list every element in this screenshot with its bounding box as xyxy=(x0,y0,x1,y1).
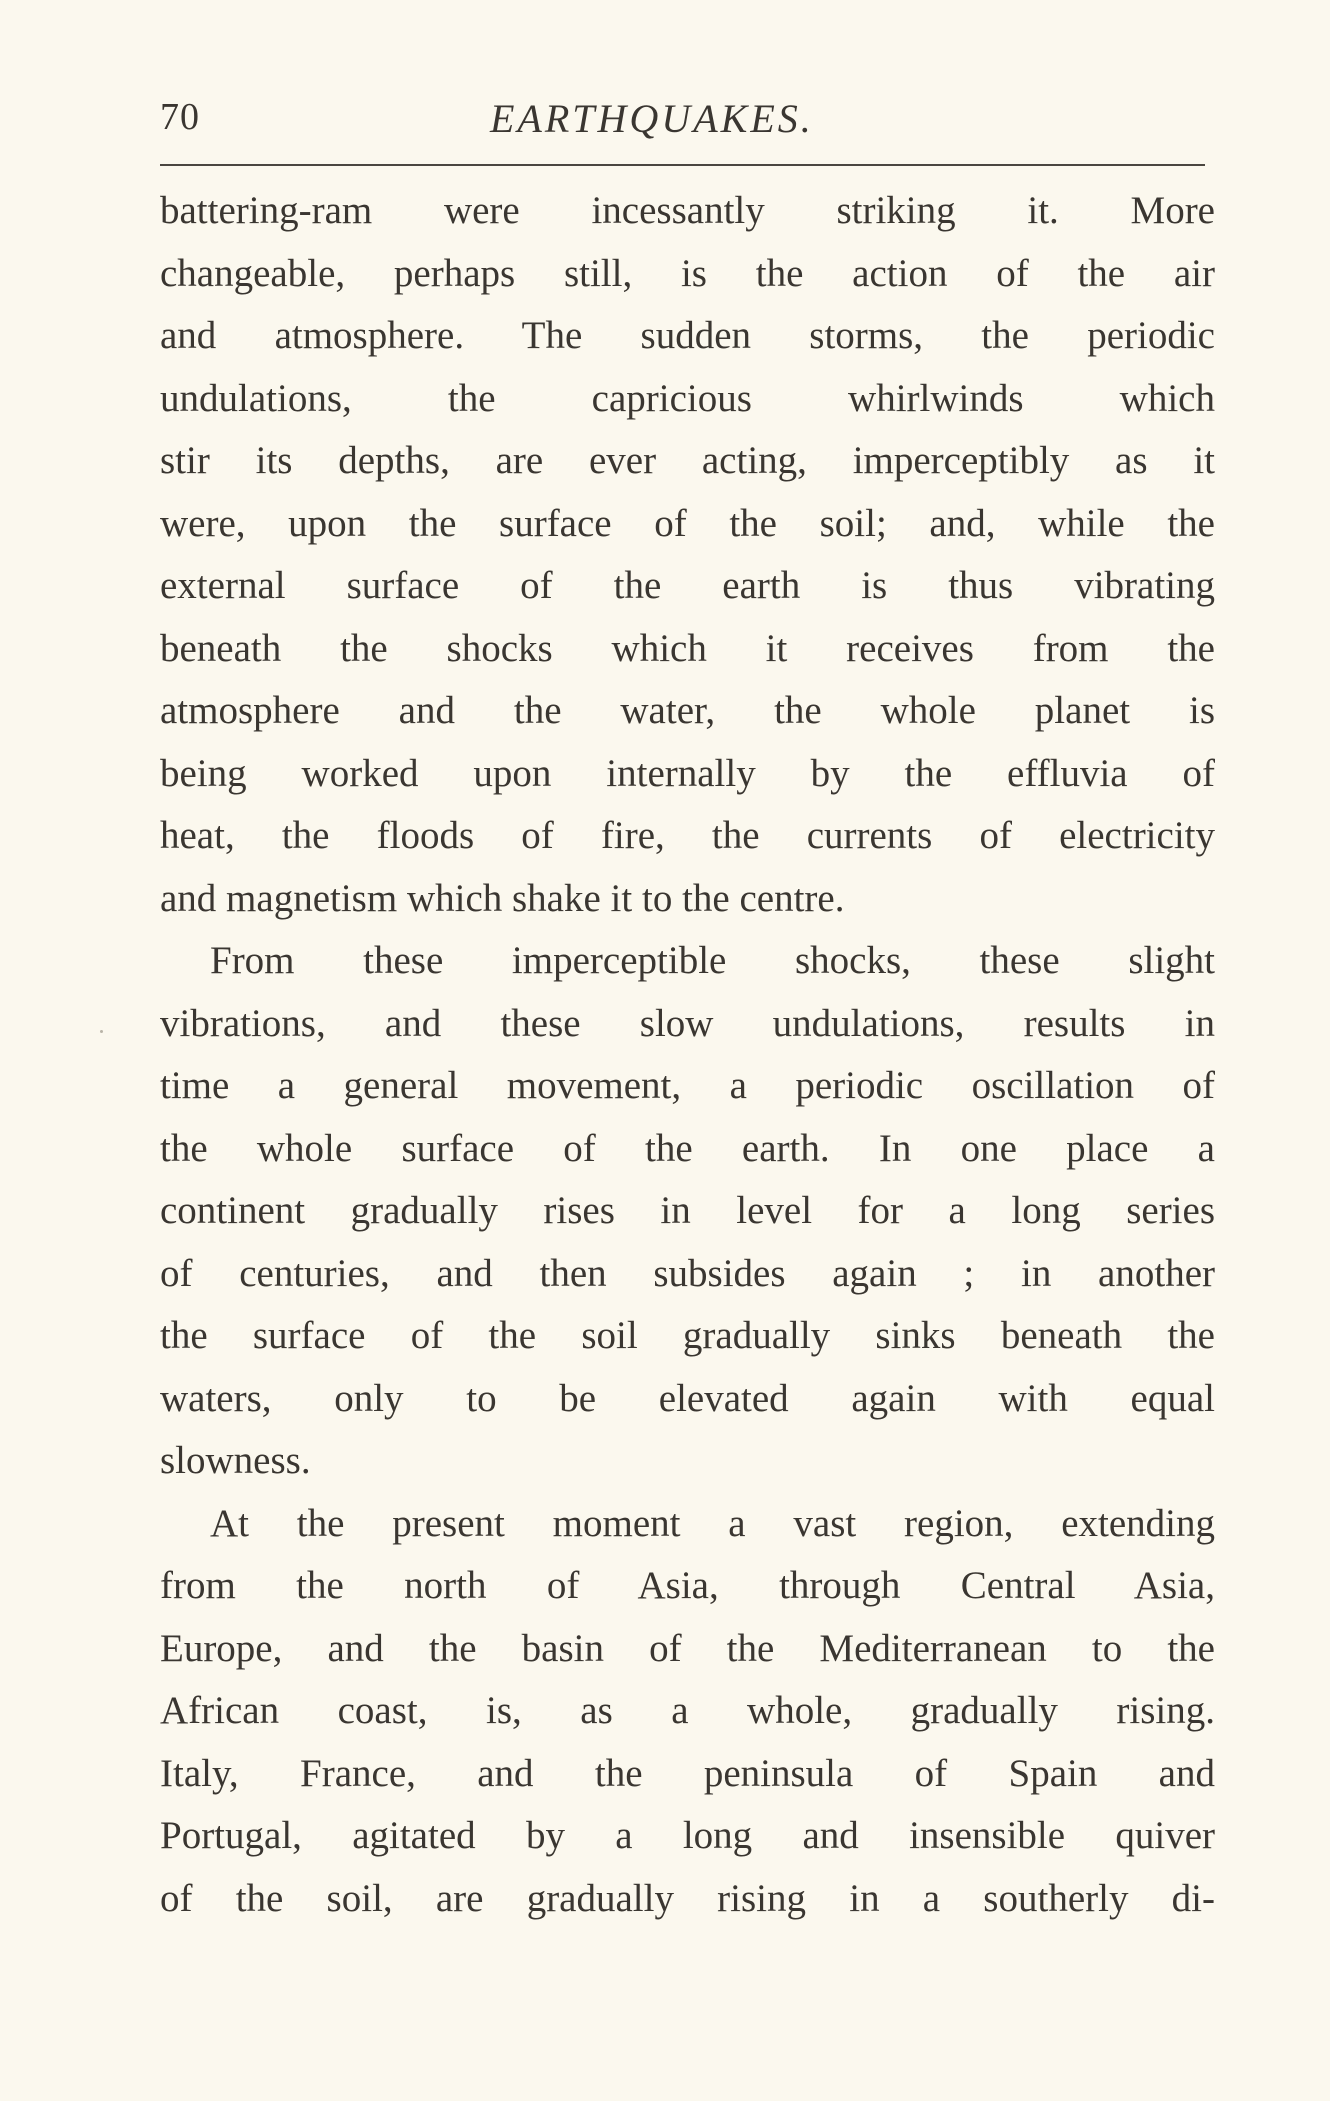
text-line: slowness. xyxy=(160,1439,311,1482)
text-line: of the soil, are gradually rising in a southerly di- xyxy=(160,1876,1215,1920)
text-line: stir its depths, are ever acting, imperceptibly as it xyxy=(160,439,1215,482)
paragraph-3 xyxy=(160,1493,1215,1931)
text-line: and magnetism which shake it to the centre. xyxy=(160,876,845,920)
running-head xyxy=(160,95,1215,145)
text-line: and atmosphere. The sudden storms, the periodic xyxy=(160,314,1215,357)
margin-speck xyxy=(100,1030,103,1033)
text-line: being worked upon internally by the effluvia of xyxy=(160,751,1215,795)
header-rule xyxy=(160,164,1205,166)
text-line: waters, only to be elevated again with equal xyxy=(160,1376,1215,1420)
page-number: 70 xyxy=(160,96,200,138)
text-line: the surface of the soil gradually sinks beneath the xyxy=(160,1314,1215,1357)
text-line: African coast, is, as a whole, gradually rising. xyxy=(160,1689,1215,1732)
text-line: time a general movement, a periodic oscillation of xyxy=(160,1064,1215,1107)
text-line: atmosphere and the water, the whole planet is xyxy=(160,689,1215,732)
text-line: the whole surface of the earth. In one place a xyxy=(160,1126,1215,1170)
text-line: were, upon the surface of the soil; and, while the xyxy=(160,501,1215,545)
text-line: Europe, and the basin of the Mediterranean to the xyxy=(160,1626,1215,1670)
text-line: From these imperceptible shocks, these slight xyxy=(210,939,1215,982)
text-line: undulations, the capricious whirlwinds which xyxy=(160,376,1215,420)
text-line: from the north of Asia, through Central Asia, xyxy=(160,1564,1215,1607)
text-line: heat, the floods of fire, the currents of electricity xyxy=(160,814,1215,857)
text-line: external surface of the earth is thus vibrating xyxy=(160,564,1215,607)
paragraph-2 xyxy=(160,930,1215,1493)
paragraph-1 xyxy=(160,180,1215,930)
text-line: changeable, perhaps still, is the action of the air xyxy=(160,251,1215,295)
text-line: At the present moment a vast region, extending xyxy=(210,1501,1215,1545)
text-line: Portugal, agitated by a long and insensible quiver xyxy=(160,1814,1215,1857)
text-line: Italy, France, and the peninsula of Spain and xyxy=(160,1751,1215,1795)
text-line: vibrations, and these slow undulations, results in xyxy=(160,1001,1215,1045)
body-text xyxy=(160,180,1215,1930)
text-line: battering-ram were incessantly striking it. More xyxy=(160,189,1215,232)
text-line: continent gradually rises in level for a long series xyxy=(160,1189,1215,1232)
text-line: beneath the shocks which it receives from the xyxy=(160,626,1215,670)
text-line: of centuries, and then subsides again ; in another xyxy=(160,1251,1215,1295)
running-title: EARTHQUAKES. xyxy=(490,96,814,141)
